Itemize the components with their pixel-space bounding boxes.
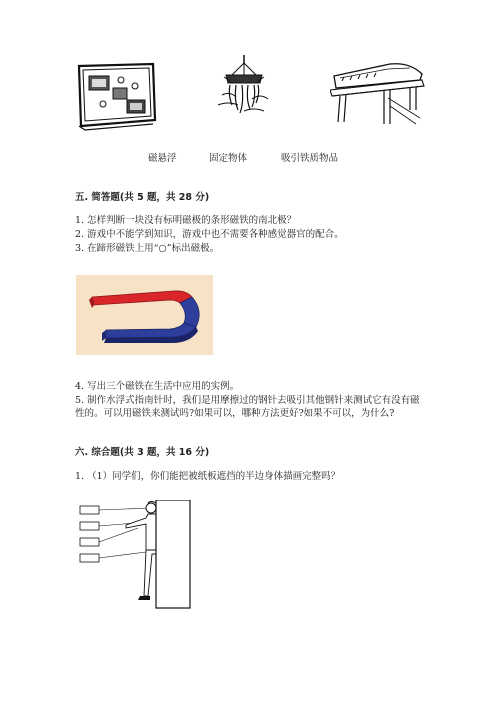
- section6-title: 六. 综合题(共 3 题，共 16 分): [75, 447, 210, 458]
- question-5-2: 2. 游戏中不能学到知识，游戏中也不需要各种感觉器官的配合。: [75, 229, 344, 240]
- question-5-4: 4. 写出三个磁铁在生活中应用的实例。: [75, 381, 240, 392]
- caption-maglev: 磁悬浮: [148, 153, 177, 164]
- question-5-3: 3. 在蹄形磁铁上用“○”标出磁极。: [75, 243, 220, 254]
- question-5-1: 1. 怎样判断一块没有标明磁极的条形磁铁的南北极？: [75, 215, 297, 226]
- maglev-train-illustration: [330, 58, 425, 126]
- caption-fix-objects: 固定物体: [209, 153, 248, 164]
- section5-title: 五. 简答题(共 5 题，共 28 分): [75, 192, 210, 203]
- answer-box-3: [80, 538, 99, 546]
- question-5-5: 5. 制作水浮式指南针时，我们是用摩擦过的钢针去吸引其他钢针来测试它有没有磁性的。可以用磁铁来测试吗?如果可以，哪种方法更好?如果不可以，为什么?: [75, 395, 420, 419]
- answer-box-1: [80, 506, 99, 514]
- answer-box-4: [80, 554, 99, 562]
- horseshoe-magnet-image: [76, 275, 213, 355]
- question-6-1: 1. （1）同学们，你们能把被纸板遮挡的半边身体描画完整吗？: [75, 471, 341, 482]
- caption-attract-iron: 吸引铁质物品: [281, 153, 339, 164]
- answer-box-2: [80, 522, 99, 530]
- crane-magnet-illustration: [208, 55, 280, 120]
- half-body-figure: [78, 500, 198, 615]
- magnet-board-illustration: [75, 62, 157, 132]
